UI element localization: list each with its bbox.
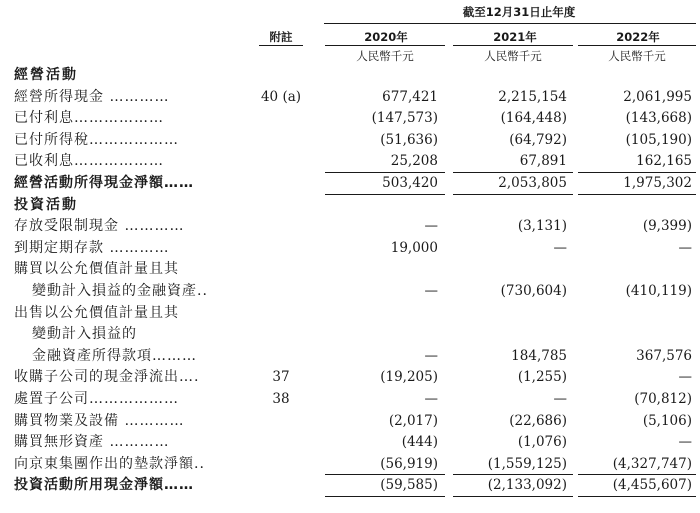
value-2022: (143,668) (625, 110, 692, 126)
value-2022: (9,399) (642, 218, 692, 234)
value-2022: — (678, 369, 692, 385)
value-2021: (3,131) (517, 218, 567, 234)
note-header-rule (259, 45, 303, 46)
table-row (0, 130, 700, 151)
value-2022: (4,327,747) (612, 456, 692, 472)
total-rule-below (325, 496, 445, 497)
value-2020: — (424, 218, 438, 234)
row-label: 處置子公司……………… (14, 391, 179, 407)
total-rule-above (325, 474, 445, 475)
row-label: 出售以公允價值計量且其 (14, 305, 179, 321)
row-label: 購買以公允價值計量且其 (14, 261, 179, 277)
table-row (0, 238, 700, 259)
row-label: 投資活動所用現金淨額…… (14, 477, 194, 493)
table-row (0, 411, 700, 432)
table-row (0, 151, 700, 172)
total-row (0, 173, 700, 194)
year-2020-header: 2020年 (364, 30, 408, 44)
row-note: 37 (272, 369, 290, 385)
row-label: 購買物業及設備 ………… (14, 413, 185, 429)
row-label: 存放受限制現金 ………… (14, 218, 185, 234)
currency-2022: 人民幣千元 (608, 49, 666, 63)
value-2020: 19,000 (390, 240, 438, 256)
row-label: 變動計入損益的金融資產.. (32, 283, 208, 299)
value-2020: 25,208 (390, 153, 438, 169)
value-2020: (51,636) (380, 132, 438, 148)
total-rule-above (578, 474, 696, 475)
table-row (0, 367, 700, 388)
value-2021: 2,215,154 (498, 89, 567, 105)
total-rule-above (325, 172, 445, 173)
total-rule-above (453, 172, 573, 173)
value-2022: (70,812) (634, 391, 692, 407)
value-2021: — (553, 240, 567, 256)
year-2022-header: 2022年 (616, 30, 660, 44)
row-label: 投資活動 (14, 197, 78, 213)
value-2022: 162,165 (636, 153, 692, 169)
year-2021-rule (453, 45, 573, 46)
value-2020: 503,420 (382, 175, 438, 191)
table-row (0, 216, 700, 237)
row-label: 向京東集團作出的墊款淨額.. (14, 456, 205, 472)
row-note: 40 (a) (260, 89, 302, 105)
row-label: 已付利息……………… (14, 110, 164, 126)
value-2020: (19,205) (380, 369, 438, 385)
value-2022: 2,061,995 (623, 89, 692, 105)
row-label: 已付所得稅……………… (14, 132, 179, 148)
value-2022: (105,190) (625, 132, 692, 148)
value-2022: (5,106) (642, 413, 692, 429)
value-2021: (730,604) (500, 283, 567, 299)
table-row (0, 303, 700, 324)
value-2021: (2,133,092) (487, 477, 567, 493)
section-row (0, 65, 700, 86)
total-rule-below (578, 496, 696, 497)
row-label: 變動計入損益的 (32, 326, 137, 342)
section-row (0, 195, 700, 216)
value-2021: (164,448) (500, 110, 567, 126)
row-note: 38 (272, 391, 290, 407)
value-2021: 2,053,805 (498, 175, 567, 191)
value-2020: (147,573) (371, 110, 438, 126)
table-row (0, 389, 700, 410)
value-2021: (64,792) (509, 132, 567, 148)
row-label: 到期定期存款 ………… (14, 240, 170, 256)
total-rule-above (578, 172, 696, 173)
table-row (0, 281, 700, 302)
row-label: 購買無形資產 ………… (14, 434, 170, 450)
row-label: 金融資產所得款項……… (32, 348, 197, 364)
value-2020: (56,919) (380, 456, 438, 472)
value-2021: (1,559,125) (487, 456, 567, 472)
value-2022: (4,455,607) (612, 477, 692, 493)
value-2020: (444) (401, 434, 438, 450)
period-rule (324, 23, 696, 24)
table-row (0, 108, 700, 129)
value-2021: 184,785 (511, 348, 567, 364)
year-2020-rule (325, 45, 445, 46)
currency-2020: 人民幣千元 (356, 49, 414, 63)
value-2022: 367,576 (636, 348, 692, 364)
value-2020: — (424, 283, 438, 299)
row-label: 經營所得現金 ………… (14, 89, 170, 105)
value-2020: (2,017) (388, 413, 438, 429)
row-label: 收購子公司的現金淨流出…. (14, 369, 200, 385)
value-2021: 67,891 (519, 153, 567, 169)
table-row (0, 324, 700, 345)
value-2021: (1,076) (517, 434, 567, 450)
currency-2021: 人民幣千元 (484, 49, 542, 63)
row-label: 經營活動所得現金淨額…… (14, 175, 194, 191)
period-header: 截至12月31日止年度 (462, 5, 576, 19)
value-2021: (22,686) (509, 413, 567, 429)
table-row (0, 87, 700, 108)
year-2022-rule (578, 45, 696, 46)
value-2022: 1,975,302 (623, 175, 692, 191)
total-rule-below (453, 496, 573, 497)
table-row (0, 346, 700, 367)
total-rule-above (453, 474, 573, 475)
value-2020: — (424, 348, 438, 364)
table-row (0, 454, 700, 475)
value-2020: 677,421 (382, 89, 438, 105)
value-2020: — (424, 391, 438, 407)
value-2020: (59,585) (380, 477, 438, 493)
note-column-header: 附註 (269, 30, 293, 44)
value-2022: (410,119) (625, 283, 692, 299)
row-label: 已收利息……………… (14, 153, 164, 169)
table-row (0, 432, 700, 453)
year-2021-header: 2021年 (493, 30, 537, 44)
value-2021: — (553, 391, 567, 407)
value-2022: — (678, 240, 692, 256)
total-row (0, 475, 700, 496)
value-2022: — (678, 434, 692, 450)
row-label: 經營活動 (14, 67, 78, 83)
table-row (0, 259, 700, 280)
value-2021: (1,255) (517, 369, 567, 385)
